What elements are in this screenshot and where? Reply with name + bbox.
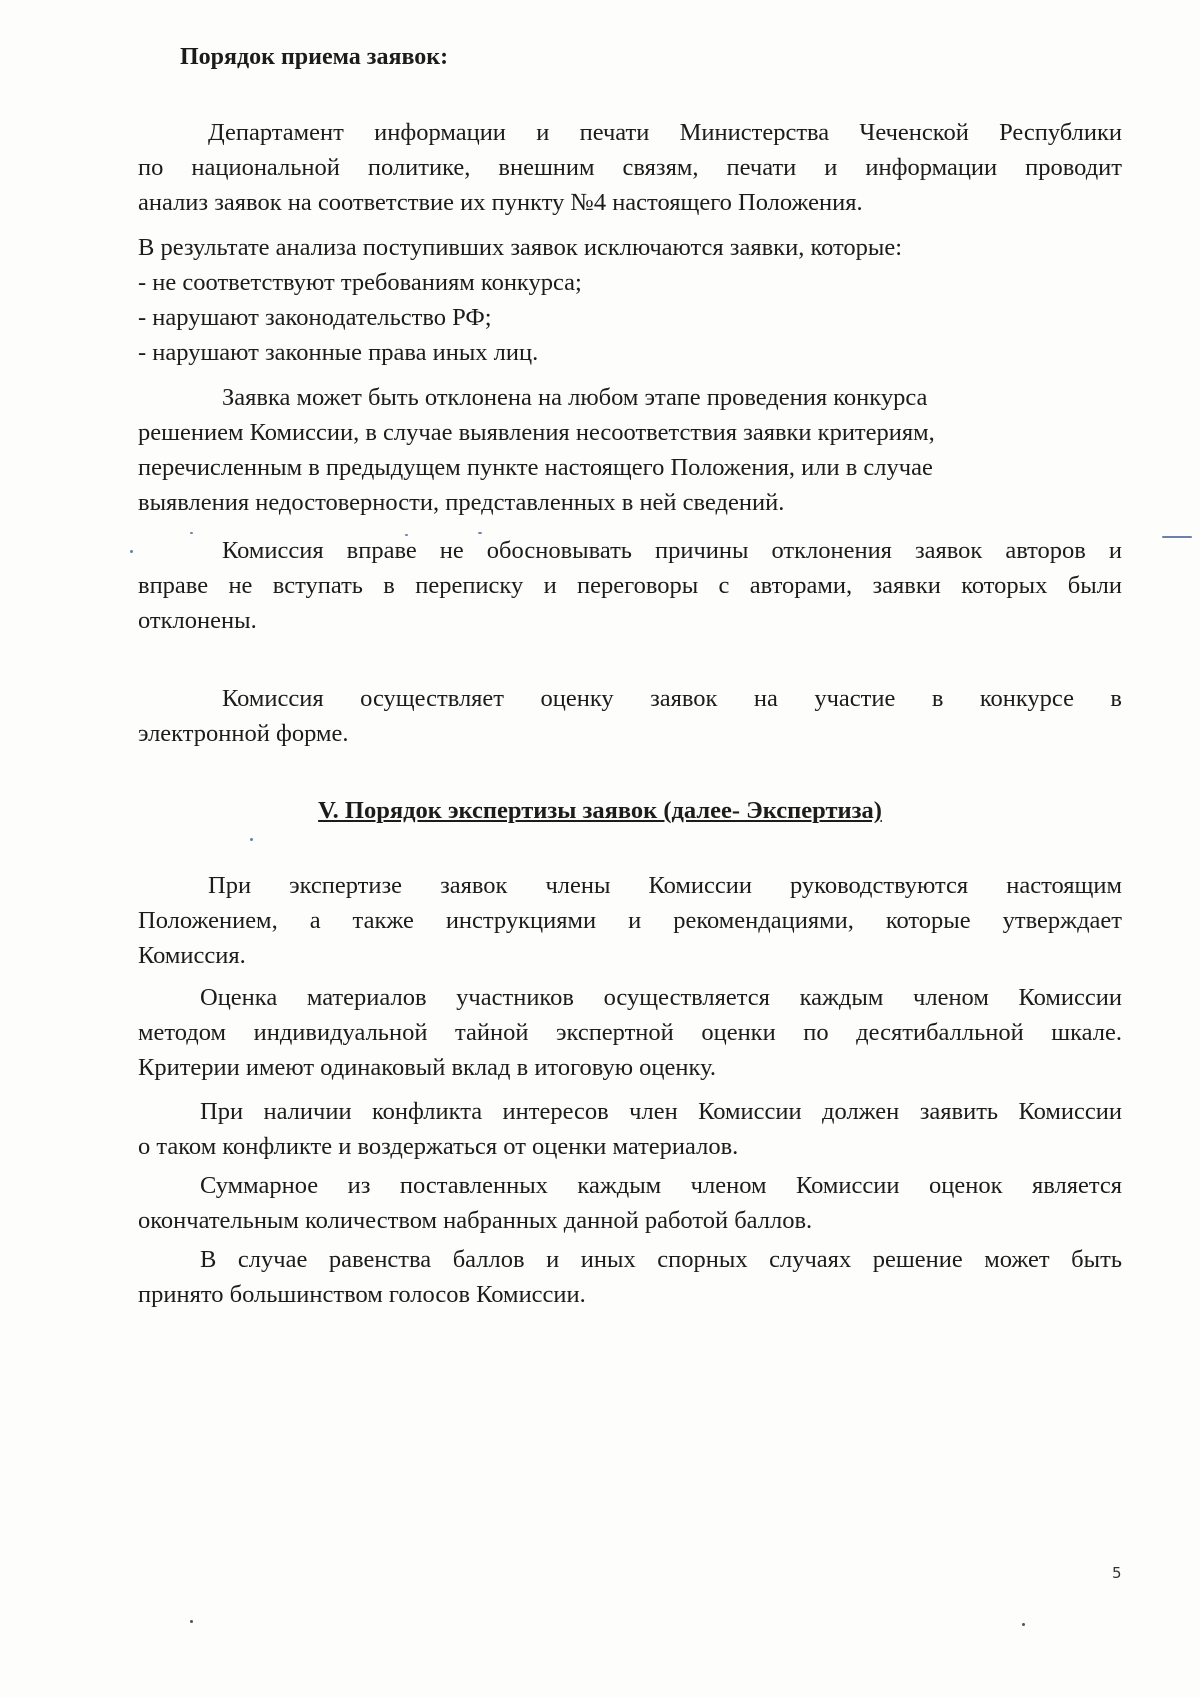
total-score-paragraph <box>138 1168 1122 1238</box>
justification-paragraph <box>138 533 1122 638</box>
scan-speck <box>478 532 482 534</box>
text-line: Комиссия. <box>138 942 246 969</box>
text-line: по национальной политике, внешним связям, печати и информации проводит <box>138 154 1122 181</box>
intake-heading: Порядок приема заявок: <box>180 44 449 70</box>
text-line: Суммарное из поставленных каждым членом Комиссии оценок является <box>200 1172 1122 1199</box>
text-line: Департамент информации и печати Министерства Чеченской Республики <box>208 119 1122 146</box>
tie-paragraph <box>138 1242 1122 1312</box>
text-line: Положением, а также инструкциями и рекомендациями, которые утверждает <box>138 907 1122 934</box>
list-item: - нарушают законные права иных лиц. <box>138 339 539 366</box>
text-line: Заявка может быть отклонена на любом этапе проведения конкурса <box>222 384 928 411</box>
scan-speck <box>190 532 193 534</box>
text-line: о таком конфликте и воздержаться от оценки материалов. <box>138 1133 739 1160</box>
text-line: принято большинством голосов Комиссии. <box>138 1281 586 1308</box>
text-line: методом индивидуальной тайной экспертной оценки по десятибалльной шкале. <box>138 1019 1122 1046</box>
text-line: При экспертизе заявок члены Комиссии руководствуются настоящим <box>208 872 1122 899</box>
text-line: окончательным количеством набранных данной работой баллов. <box>138 1207 813 1234</box>
text-line: электронной форме. <box>138 720 349 747</box>
text-line: вправе не вступать в переписку и переговоры с авторами, заявки которых были <box>138 572 1122 599</box>
assessment-paragraph <box>138 980 1122 1085</box>
intake-paragraph <box>138 115 1122 220</box>
text-line: решением Комиссии, в случае выявления несоответствия заявки критериям, <box>138 419 935 446</box>
scan-speck <box>130 550 133 553</box>
text-line: Комиссия осуществляет оценку заявок на участие в конкурсе в <box>222 685 1122 712</box>
text-line: При наличии конфликта интересов член Комиссии должен заявить Комиссии <box>200 1098 1122 1125</box>
scan-speck <box>405 534 408 536</box>
rejection-paragraph <box>138 380 1122 520</box>
text-line: выявления недостоверности, представленных в ней сведений. <box>138 489 785 516</box>
exclusion-paragraph <box>138 230 1122 370</box>
text-line: анализ заявок на соответствие их пункту №4 настоящего Положения. <box>138 189 863 216</box>
list-item: - нарушают законодательство РФ; <box>138 304 492 331</box>
text-line: В случае равенства баллов и иных спорных случаях решение может быть <box>200 1246 1122 1273</box>
list-item: - не соответствуют требованиям конкурса; <box>138 269 582 296</box>
conflict-paragraph <box>138 1094 1122 1164</box>
expertise-paragraph <box>138 868 1122 973</box>
text-line: отклонены. <box>138 607 257 634</box>
text-line: перечисленным в предыдущем пункте настоящего Положения, или в случае <box>138 454 933 481</box>
section-title: V. Порядок экспертизы заявок (далее- Экспертиза) <box>318 797 882 824</box>
scan-speck <box>250 838 253 841</box>
page-number: 5 <box>1112 1564 1122 1582</box>
scan-speck <box>190 1620 193 1623</box>
scan-speck <box>1022 1623 1025 1626</box>
evaluation-paragraph <box>138 681 1122 751</box>
text-line: В результате анализа поступивших заявок исключаются заявки, которые: <box>138 234 903 261</box>
text-line: Комиссия вправе не обосновывать причины отклонения заявок авторов и <box>222 537 1122 564</box>
text-line: Оценка материалов участников осуществляется каждым членом Комиссии <box>200 984 1122 1011</box>
scan-speck <box>1162 536 1192 538</box>
text-line: Критерии имеют одинаковый вклад в итоговую оценку. <box>138 1054 716 1081</box>
